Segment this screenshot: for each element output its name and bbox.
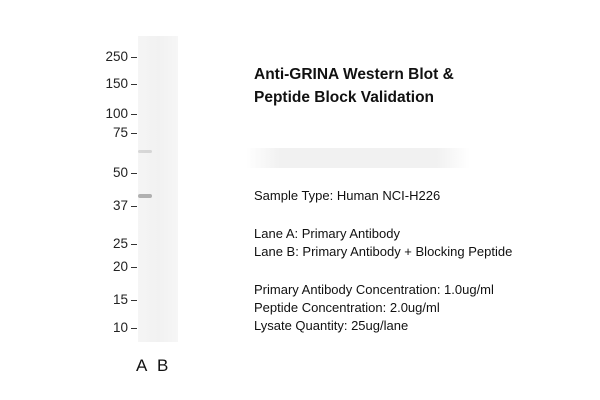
marker-tick-250 xyxy=(131,57,137,58)
marker-tick-37 xyxy=(131,206,137,207)
marker-label-10: 10 xyxy=(112,320,128,335)
lane-a-description: Lane A: Primary Antibody xyxy=(254,226,400,241)
marker-tick-25 xyxy=(131,244,137,245)
marker-label-20: 20 xyxy=(112,259,128,274)
lane-a-band-faint xyxy=(138,150,152,153)
marker-tick-150 xyxy=(131,84,137,85)
marker-tick-15 xyxy=(131,300,137,301)
marker-label-50: 50 xyxy=(112,165,128,180)
marker-tick-20 xyxy=(131,267,137,268)
marker-tick-100 xyxy=(131,114,137,115)
figure-title-line-2: Peptide Block Validation xyxy=(254,89,435,106)
figure-title-line-1: Anti-GRINA Western Blot & xyxy=(254,66,454,83)
figure-title xyxy=(254,63,454,109)
lane-label-b: B xyxy=(157,356,169,375)
blot-image xyxy=(138,36,178,342)
primary-antibody-concentration: Primary Antibody Concentration: 1.0ug/ml xyxy=(254,282,494,297)
marker-label-25: 25 xyxy=(112,236,128,251)
peptide-concentration: Peptide Concentration: 2.0ug/ml xyxy=(254,300,440,315)
marker-label-250: 250 xyxy=(105,49,128,64)
marker-label-37: 37 xyxy=(112,198,128,213)
marker-label-100: 100 xyxy=(105,106,128,121)
marker-tick-50 xyxy=(131,173,137,174)
lane-a-band-37kda xyxy=(138,194,152,198)
marker-tick-75 xyxy=(131,133,137,134)
lysate-quantity: Lysate Quantity: 25ug/lane xyxy=(254,318,409,333)
marker-tick-10 xyxy=(131,328,137,329)
marker-label-150: 150 xyxy=(105,76,128,91)
lane-b-description: Lane B: Primary Antibody + Blocking Peptide xyxy=(254,244,513,259)
marker-label-75: 75 xyxy=(112,125,128,140)
sample-type-text: Sample Type: Human NCI-H226 xyxy=(254,188,441,203)
marker-label-15: 15 xyxy=(112,292,128,307)
background-smear xyxy=(246,148,470,168)
lane-label-a: A xyxy=(136,356,148,375)
